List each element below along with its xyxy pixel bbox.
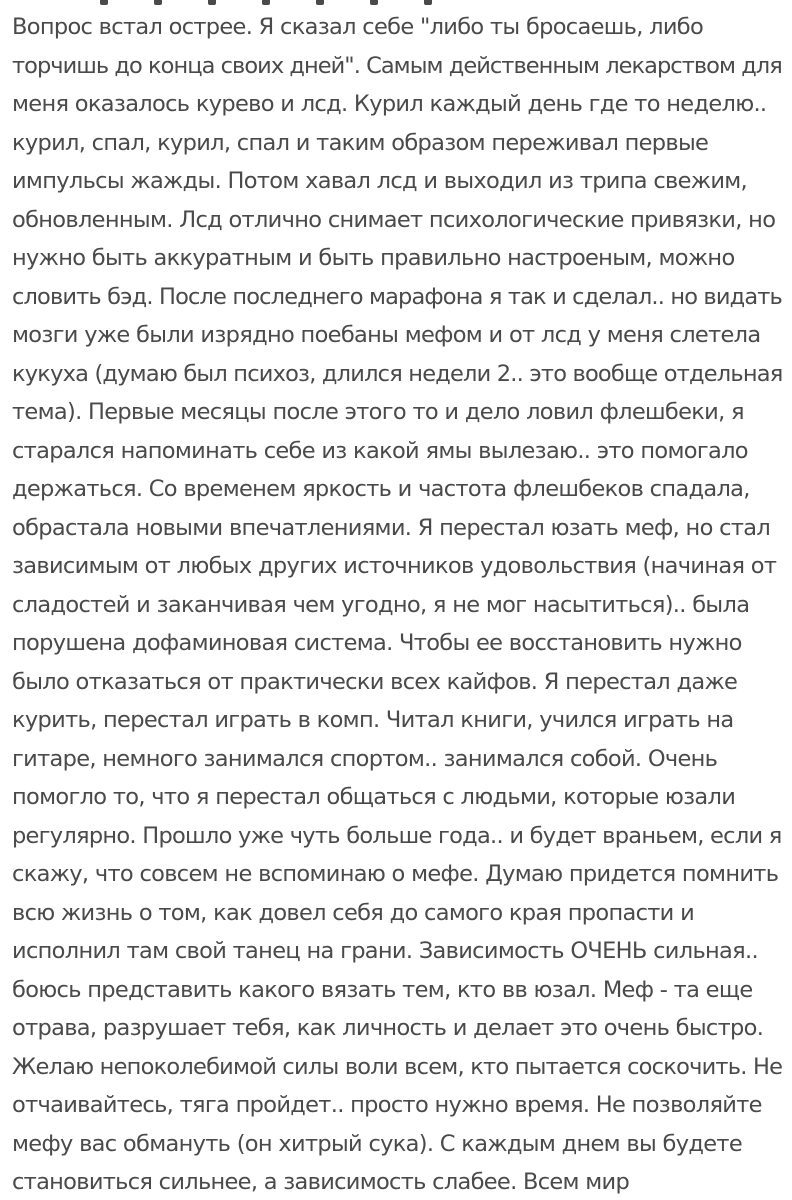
text-line: исполнил там свой танец на грани. Зависимость ОЧЕНЬ сильная..	[12, 938, 758, 964]
text-line: нужно быть аккуратным и быть правильно настроеным, можно	[12, 245, 735, 271]
text-line: Желаю непоколебимой силы воли всем, кто пытается соскочить. Не	[12, 1053, 783, 1080]
text-line: кукуха (думаю был психоз, длился недели 2.. это вообще отдельная	[12, 360, 783, 387]
text-line: обрастала новыми впечатлениями. Я перестал юзать меф, но стал	[12, 514, 771, 541]
article-text	[12, 8, 787, 1200]
text-line: отрава, разрушает тебя, как личность и делает это очень быстро.	[12, 1015, 764, 1041]
text-line: зависимым от любых других источников удовольствия (начиная от	[12, 553, 777, 579]
text-line: словить бэд. После последнего марафона я так и сделал.. но видать	[12, 283, 782, 310]
text-line: мефу вас обмануть (он хитрый сука). С каждым днем вы будете	[12, 1130, 742, 1157]
text-line: меня оказалось курево и лсд. Курил каждый день где то неделю..	[12, 91, 767, 117]
text-line: Вопрос встал острее. Я сказал себе "либо ты бросаешь, либо	[12, 14, 704, 40]
text-line: обновленным. Лсд отлично снимает психологические привязки, но	[12, 206, 776, 233]
text-line: курить, перестал играть в комп. Читал книги, учился играть на	[12, 707, 734, 733]
text-line: порушена дофаминовая система. Чтобы ее восстановить нужно	[12, 630, 742, 656]
text-line: регулярно. Прошло уже чуть больше года.. и будет враньем, если я	[12, 822, 782, 849]
text-line: скажу, что совсем не вспоминаю о мефе. Думаю придется помнить	[12, 861, 779, 887]
previous-line-fragment	[100, 0, 520, 8]
text-line: держаться. Со временем яркость и частота флешбеков спадала,	[12, 476, 750, 502]
text-line: курил, спал, курил, спал и таким образом переживал первые	[12, 129, 709, 156]
text-line: всю жизнь о том, как довел себя до самого края пропасти и	[12, 899, 695, 926]
text-line: боюсь представить какого вязать тем, кто вв юзал. Меф - та еще	[12, 976, 753, 1003]
text-line: гитаре, немного занимался спортом.. занимался собой. Очень	[12, 745, 718, 772]
text-line: мозги уже были изрядно поебаны мефом и от лсд у меня слетела	[12, 322, 761, 348]
text-line: помогло то, что я перестал общаться с людьми, которые юзали	[12, 784, 736, 810]
text-line: старался напоминать себе из какой ямы вылезаю.. это помогало	[12, 437, 748, 464]
text-line: отчаивайтесь, тяга пройдет.. просто нужно время. Не позволяйте	[12, 1092, 762, 1118]
text-line: импульсы жажды. Потом хавал лсд и выходил из трипа свежим,	[12, 168, 748, 194]
text-line: было отказаться от практически всех кайфов. Я перестал даже	[12, 668, 738, 695]
text-line: торчишь до конца своих дней". Самым действенным лекарством для	[12, 52, 782, 79]
text-line: сладостей и заканчивая чем угодно, я не мог насытиться).. была	[12, 591, 750, 618]
text-line: становиться сильнее, а зависимость слабее. Всем мир	[12, 1169, 630, 1195]
text-line: тема). Первые месяцы после этого то и дело ловил флешбеки, я	[12, 399, 744, 425]
